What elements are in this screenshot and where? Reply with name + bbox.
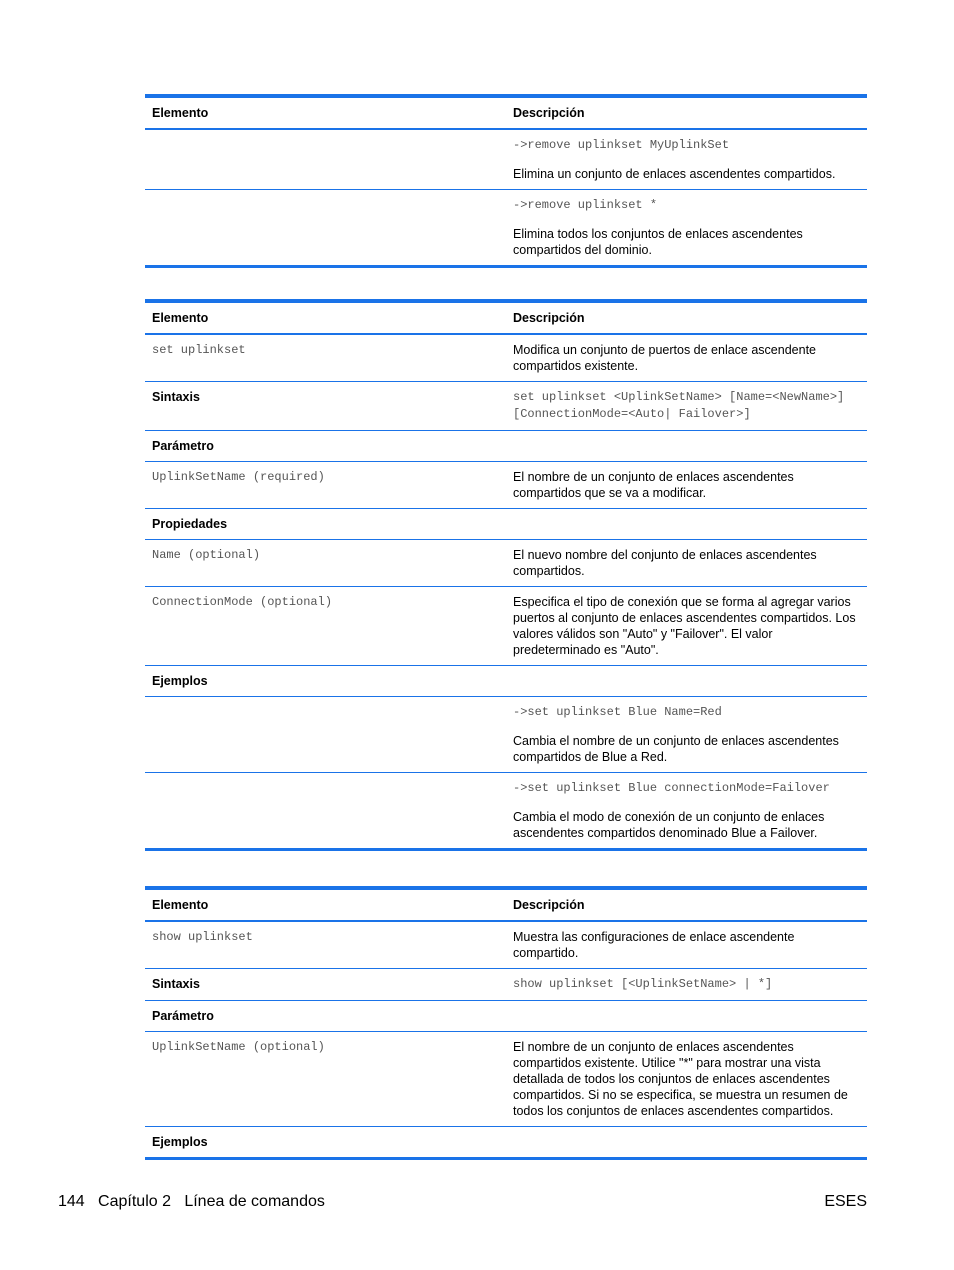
page-footer-right: ESES [824, 1193, 867, 1210]
cell-description [505, 190, 867, 265]
page-number: 144 [58, 1193, 85, 1210]
example-command: ->remove uplinkset MyUplinkSet [513, 138, 730, 152]
set-uplinkset-table [145, 299, 867, 851]
syntax-label: Sintaxis [152, 977, 200, 991]
table-row [145, 922, 867, 968]
cell-description [505, 697, 867, 772]
example-description: Cambia el nombre de un conjunto de enlaces ascendentes compartidos de Blue a Red. [513, 734, 839, 764]
header-elemento: Elemento [152, 898, 209, 912]
header-descripcion: Descripción [513, 898, 585, 912]
example-command: ->remove uplinkset * [513, 198, 658, 212]
parameter-description: El nombre de un conjunto de enlaces ascendentes compartidos que se va a modificar. [513, 470, 794, 500]
example-command: ->set uplinkset Blue connectionMode=Failover [513, 781, 830, 795]
table-row [145, 189, 867, 265]
parameter-name: UplinkSetName (required) [152, 470, 325, 484]
header-elemento: Elemento [152, 106, 209, 120]
parameter-label: Parámetro [152, 439, 214, 453]
table-row [145, 1000, 867, 1031]
header-descripcion: Descripción [513, 106, 585, 120]
table-header [145, 303, 867, 335]
table-row [145, 430, 867, 461]
table-row [145, 539, 867, 586]
properties-label: Propiedades [152, 517, 228, 531]
property-description: Especifica el tipo de conexión que se forma al agregar varios puertos al conjunto de enlaces ascendentes compartidos. Los valores válidos son "Auto" y "Failover". El valor predeterminado es "Auto". [513, 595, 856, 657]
show-uplinkset-table [145, 886, 867, 1160]
table-row [145, 130, 867, 189]
command-description: Muestra las configuraciones de enlace ascendente compartido. [513, 930, 795, 960]
cell-description [505, 773, 867, 848]
cell-element [145, 190, 505, 265]
table-header [145, 98, 867, 130]
header-descripcion: Descripción [513, 311, 585, 325]
cell-description [505, 130, 867, 189]
syntax-code: set uplinkset <UplinkSetName> [Name=<NewName>] [ConnectionMode=<Auto| Failover>] [513, 390, 845, 421]
table-row [145, 665, 867, 696]
property-description: El nuevo nombre del conjunto de enlaces ascendentes compartidos. [513, 548, 817, 578]
property-name: Name (optional) [152, 548, 261, 562]
parameter-name: UplinkSetName (optional) [152, 1040, 325, 1054]
remove-uplinkset-table [145, 94, 867, 268]
page-footer-left [58, 1192, 325, 1212]
example-command: ->set uplinkset Blue Name=Red [513, 705, 722, 719]
command-name: show uplinkset [152, 930, 253, 944]
header-elemento: Elemento [152, 311, 209, 325]
table-row [145, 508, 867, 539]
command-description: Modifica un conjunto de puertos de enlace ascendente compartidos existente. [513, 343, 816, 373]
examples-label: Ejemplos [152, 674, 208, 688]
cell-element [145, 130, 505, 189]
chapter-label: Capítulo 2 [98, 1193, 171, 1210]
example-description: Elimina un conjunto de enlaces ascendentes compartidos. [513, 167, 836, 181]
table-header [145, 890, 867, 922]
example-description: Elimina todos los conjuntos de enlaces ascendentes compartidos del dominio. [513, 227, 803, 257]
chapter-title: Línea de comandos [184, 1193, 325, 1210]
table-row [145, 772, 867, 848]
table-row [145, 1126, 867, 1157]
table-row [145, 696, 867, 772]
table-row [145, 1031, 867, 1126]
table-row [145, 968, 867, 1000]
table-row [145, 381, 867, 430]
example-description: Cambia el modo de conexión de un conjunto de enlaces ascendentes compartidos denominado Blue a Failover. [513, 810, 825, 840]
table-row [145, 461, 867, 508]
syntax-code: show uplinkset [<UplinkSetName> | *] [513, 977, 773, 991]
table-row [145, 586, 867, 665]
command-name: set uplinkset [152, 343, 246, 357]
property-name: ConnectionMode (optional) [152, 595, 333, 609]
parameter-description: El nombre de un conjunto de enlaces ascendentes compartidos existente. Utilice "*" para mostrar una vista detallada de todos los conjuntos de enlaces ascendentes compartidos. Si no se especifica, se muestra un resumen de todos los conjuntos de enlaces ascendentes compartidos. [513, 1040, 848, 1118]
table-row [145, 335, 867, 381]
parameter-label: Parámetro [152, 1009, 214, 1023]
examples-label: Ejemplos [152, 1135, 208, 1149]
syntax-label: Sintaxis [152, 390, 200, 404]
